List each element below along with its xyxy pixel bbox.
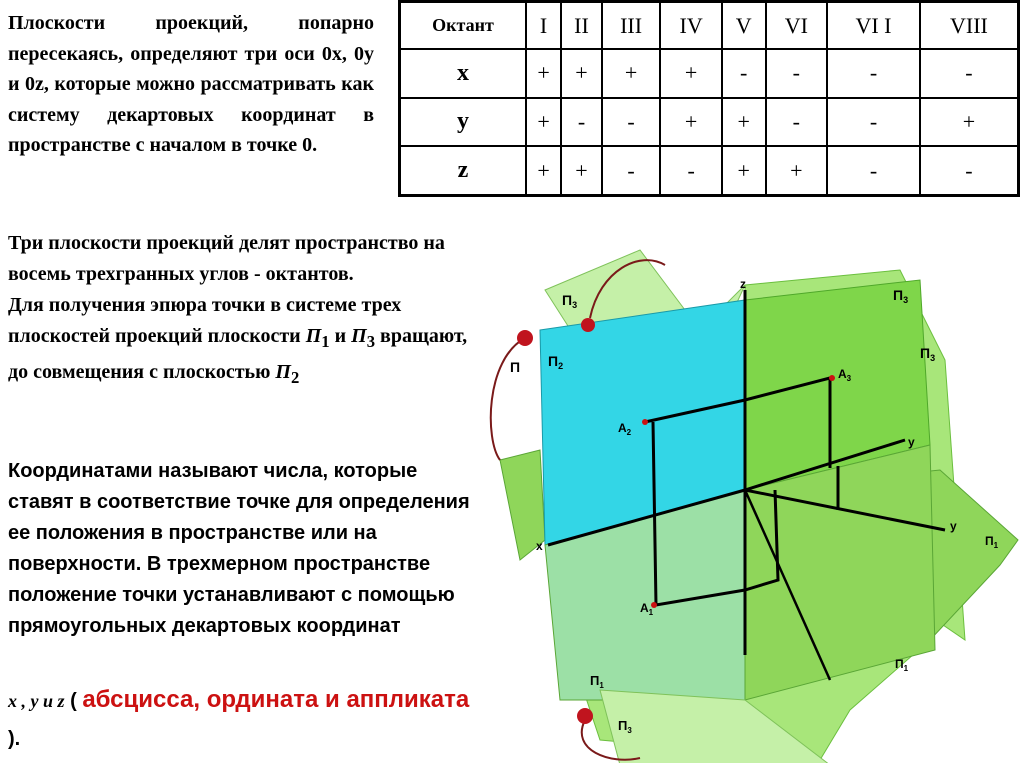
table-header-cell: VI I [827, 2, 920, 50]
table-cell: + [920, 98, 1019, 147]
table-header-cell: III [602, 2, 661, 50]
pi3-symbol: П [351, 325, 367, 347]
and-text: и [329, 325, 352, 347]
label-pi3-right-top: $П_3$ [893, 287, 909, 305]
table-cell: + [660, 49, 722, 98]
coordinates-paragraph [8, 456, 478, 642]
label-pi1-right: $П_1$ [985, 534, 999, 550]
table-header-cell: VIII [920, 2, 1019, 50]
coordinates-text: Координатами называют числа, которые ставят в соответствие точке для определения ее положения в пространстве или на поверхности. В трехмерном пространстве положение точки устанавливают с помощью прямоугольных декартовых координат [8, 460, 470, 637]
octant-sign-table [398, 0, 1020, 197]
intro-text: Плоскости проекций, попарно пересекаясь, определяют три оси 0x, 0y и 0z, которые можно рассматривать как систему декартовых координат в пространстве с началом в точке 0. [8, 12, 374, 156]
comma-text: , [17, 691, 31, 711]
table-cell: + [561, 146, 602, 195]
label-axis-z: z [740, 277, 746, 291]
table-cell: - [766, 49, 828, 98]
intro-paragraph [8, 8, 374, 161]
table-header-cell: Октант [400, 2, 527, 50]
table-cell: + [526, 49, 561, 98]
label-point-a3: $A_3$ [838, 367, 852, 383]
table-cell: - [920, 146, 1019, 195]
table-row [400, 98, 1019, 147]
var-x: x [8, 691, 17, 711]
table-cell: + [722, 98, 766, 147]
label-pi1-bottom-right: $П_1$ [895, 657, 909, 673]
table-cell: - [602, 98, 661, 147]
table-header-cell: I [526, 2, 561, 50]
pi1-symbol: П [305, 325, 322, 347]
label-pi2: $П_2$ [548, 353, 564, 371]
table-cell: x [400, 49, 527, 98]
rotate-text: вращают, до совмещения с плоскостью [8, 325, 468, 383]
table-header-row [400, 2, 1019, 50]
label-pi3-right-mid: $П_3$ [920, 345, 936, 363]
table-cell: + [660, 98, 722, 147]
table-cell: + [602, 49, 661, 98]
var-z: z [57, 691, 65, 711]
table-header-cell: II [561, 2, 602, 50]
rotation-marker-upper [581, 318, 595, 332]
label-point-a1: $A_1$ [640, 601, 654, 617]
table-row [400, 146, 1019, 195]
table-cell: + [526, 98, 561, 147]
table-cell: - [920, 49, 1019, 98]
table-header-cell: VI [766, 2, 828, 50]
label-pi1-bottom-left: $П_1$ [590, 673, 604, 690]
rotation-marker-lower [577, 708, 593, 724]
frontal-plane-bottom-right [745, 445, 935, 700]
table-cell: + [526, 146, 561, 195]
table-cell: - [827, 146, 920, 195]
octants-paragraph [8, 228, 468, 393]
label-axis-y-profile: y [908, 435, 915, 449]
table-cell: y [400, 98, 527, 147]
table-cell: - [602, 146, 661, 195]
table-cell: z [400, 146, 527, 195]
table-cell: - [660, 146, 722, 195]
octants-text: Три плоскости проекций делят пространство на восемь трехгранных углов - октантов. [8, 232, 445, 285]
rotation-arrow-left [491, 338, 525, 460]
label-pi3-upper: $П_3$ [562, 292, 578, 310]
rotation-marker-left [517, 330, 533, 346]
label-pi3-bottom: $П_3$ [618, 718, 632, 735]
paren-close: ). [8, 728, 21, 750]
coordinate-names-line [8, 681, 478, 758]
paren-open: ( [64, 690, 83, 712]
label-axis-x: x [536, 539, 543, 553]
table-cell: - [561, 98, 602, 147]
table-cell: - [827, 98, 920, 147]
pi2-subscript: 2 [290, 368, 300, 387]
coordinate-names: абсцисса, ордината и аппликата [82, 686, 470, 713]
pi1-subscript: 1 [321, 332, 330, 351]
table-header-cell: IV [660, 2, 722, 50]
epure-text: Для получения эпюра точки в системе трех плоскостей проекций плоскости [8, 294, 402, 347]
label-axis-y-horizontal: y [950, 519, 957, 533]
label-point-a2: $A_2$ [618, 421, 632, 437]
table-cell: + [561, 49, 602, 98]
var-y: y [30, 691, 39, 711]
table-cell: - [722, 49, 766, 98]
table-cell: + [766, 146, 828, 195]
table-cell: - [827, 49, 920, 98]
projection-planes-figure [470, 228, 1020, 763]
point-a2 [642, 419, 648, 425]
pi2-symbol: П [275, 361, 291, 383]
table-cell: - [766, 98, 828, 147]
label-pi-left: П [510, 359, 521, 375]
table-header-cell: V [722, 2, 766, 50]
and2-text: и [38, 691, 58, 711]
table-row [400, 49, 1019, 98]
pi3-subscript: 3 [366, 332, 376, 351]
table-cell: + [722, 146, 766, 195]
point-a3 [829, 375, 835, 381]
